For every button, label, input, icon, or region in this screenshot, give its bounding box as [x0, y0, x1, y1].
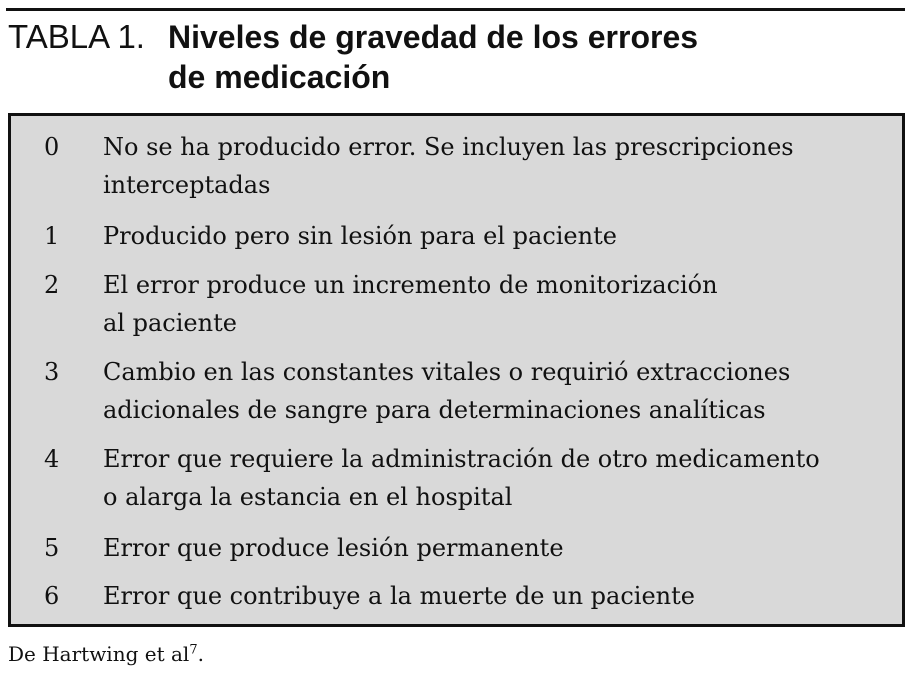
severity-level: 6	[44, 582, 60, 610]
description-line: Producido pero sin lesión para el paciente	[103, 222, 617, 250]
footnote-text: De Hartwing et al	[8, 642, 190, 666]
description-line: o alarga la estancia en el hospital	[103, 483, 513, 511]
severity-level: 5	[44, 534, 60, 562]
footnote-period: .	[197, 642, 204, 666]
description-line: interceptadas	[103, 171, 271, 199]
description-line: El error produce un incremento de monitorización	[103, 271, 718, 299]
table-title-line-2: de medicación	[168, 59, 391, 95]
severity-level: 1	[44, 222, 60, 250]
severity-level: 4	[44, 445, 60, 473]
description-line: al paciente	[103, 309, 237, 337]
severity-level: 2	[44, 271, 60, 299]
description-line: Cambio en las constantes vitales o requirió extracciones	[103, 358, 791, 386]
severity-description	[103, 266, 873, 342]
severity-description	[103, 217, 873, 255]
severity-description	[103, 440, 873, 516]
severity-level: 3	[44, 358, 60, 386]
source-footnote	[8, 640, 204, 668]
table-title-line-1: Niveles de gravedad de los errores	[168, 19, 699, 55]
description-line: adicionales de sangre para determinaciones analíticas	[103, 396, 766, 424]
severity-description	[103, 128, 873, 204]
severity-level: 0	[44, 133, 60, 161]
table-title-block	[8, 17, 903, 102]
top-rule	[6, 8, 905, 11]
description-line: Error que contribuye a la muerte de un paciente	[103, 582, 695, 610]
description-line: Error que requiere la administración de otro medicamento	[103, 445, 820, 473]
description-line: No se ha producido error. Se incluyen las prescripciones	[103, 133, 794, 161]
footnote-reference: 7	[189, 642, 198, 658]
severity-description	[103, 577, 873, 615]
description-line: Error que produce lesión permanente	[103, 534, 564, 562]
severity-description	[103, 529, 873, 567]
severity-description	[103, 353, 873, 429]
severity-table	[8, 113, 905, 627]
table-label: TABLA 1.	[8, 18, 145, 55]
table-title	[168, 17, 888, 97]
